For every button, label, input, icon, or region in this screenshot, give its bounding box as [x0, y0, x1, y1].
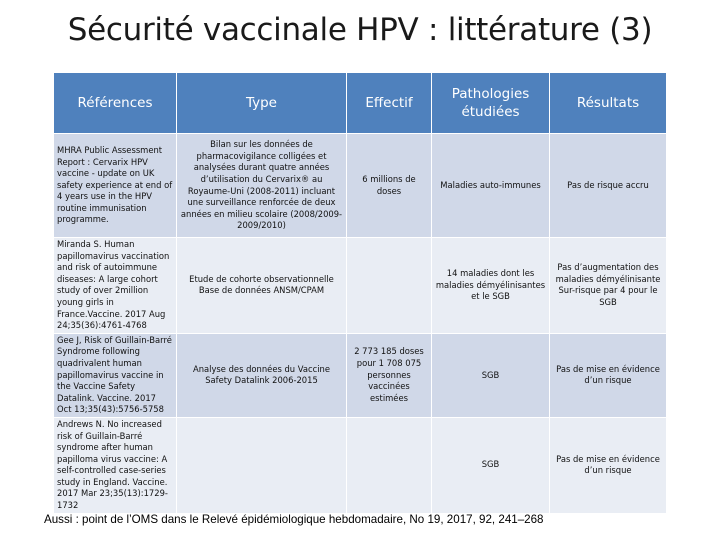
cell-resultats: Pas de risque accru — [550, 134, 667, 238]
table-row — [54, 417, 667, 513]
table-row — [54, 134, 667, 238]
header-references: Références — [54, 73, 177, 134]
cell-pathologies: Maladies auto-immunes — [432, 134, 550, 238]
cell-reference: MHRA Public Assessment Report : Cervarix HPV vaccine - update on UK safety experience at end of 4 years use in the HPV routine immunisation programme. — [54, 134, 177, 238]
header-resultats: Résultats — [550, 73, 667, 134]
cell-effectif: 6 millions de doses — [347, 134, 432, 238]
cell-resultats: Pas de mise en évidence d’un risque — [550, 417, 667, 513]
cell-type: Etude de cohorte observationnelle Base de données ANSM/CPAM — [177, 238, 347, 334]
cell-resultats: Pas d’augmentation des maladies démyélinisante Sur-risque par 4 pour le SGB — [550, 238, 667, 334]
cell-reference: Andrews N. No increased risk of Guillain-Barré syndrome after human papilloma virus vaccine: A self-controlled case-series study in England. Vaccine. 2017 Mar 23;35(13):1729-1732 — [54, 417, 177, 513]
table-row — [54, 333, 667, 417]
cell-reference: Gee J, Risk of Guillain-Barré Syndrome following quadrivalent human papillomavirus vaccine in the Vaccine Safety Datalink. Vaccine. 2017 Oct 13;35(43):5756-5758 — [54, 333, 177, 417]
cell-effectif — [347, 417, 432, 513]
table-row — [54, 238, 667, 334]
cell-type — [177, 417, 347, 513]
cell-effectif — [347, 238, 432, 334]
page-title: Sécurité vaccinale HPV : littérature (3) — [67, 12, 653, 48]
footer-note: Aussi : point de l’OMS dans le Relevé épidémiologique hebdomadaire, No 19, 2017, 92, 241–268 — [44, 513, 544, 526]
literature-table — [53, 72, 667, 514]
cell-pathologies: SGB — [432, 417, 550, 513]
cell-pathologies: SGB — [432, 333, 550, 417]
cell-type: Analyse des données du Vaccine Safety Datalink 2006-2015 — [177, 333, 347, 417]
cell-pathologies: 14 maladies dont les maladies démyélinisantes et le SGB — [432, 238, 550, 334]
header-pathologies: Pathologies étudiées — [432, 73, 550, 134]
cell-type: Bilan sur les données de pharmacovigilance colligées et analysées durant quatre années d’utilisation du Cervarix® au Royaume-Uni (2008-2011) incluant une surveillance renforcée de deux années en milieu scolaire (2008/2009-2009/2010) — [177, 134, 347, 238]
header-type: Type — [177, 73, 347, 134]
header-effectif: Effectif — [347, 73, 432, 134]
cell-reference: Miranda S. Human papillomavirus vaccination and risk of autoimmune diseases: A large cohort study of over 2million young girls in France.Vaccine. 2017 Aug 24;35(36):4761-4768 — [54, 238, 177, 334]
cell-effectif: 2 773 185 doses pour 1 708 075 personnes vaccinées estimées — [347, 333, 432, 417]
cell-resultats: Pas de mise en évidence d’un risque — [550, 333, 667, 417]
table-header-row — [54, 73, 667, 134]
